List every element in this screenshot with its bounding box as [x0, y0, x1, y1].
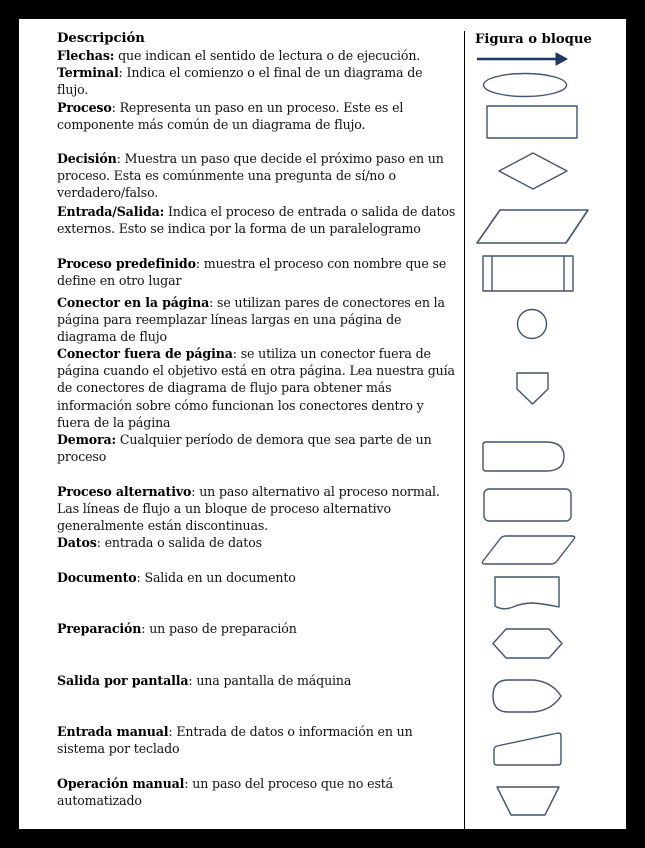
entry-flechas	[57, 47, 457, 64]
entry-preparacion	[57, 620, 457, 637]
entry-proceso	[57, 99, 457, 133]
entry-term: Proceso alternativo	[57, 484, 192, 499]
entry-text: : Representa un paso en un proceso. Este es el componente más común de un diagrama de flujo.	[57, 100, 404, 133]
entry-text: : Salida en un documento	[136, 570, 296, 585]
entry-text: : Entrada de datos o información en un sistema por teclado	[57, 724, 413, 757]
entry-text: Indica el proceso de entrada o salida de datos externos. Esto se indica por la forma de un paralelogramo	[57, 204, 456, 237]
entry-term: Operación manual	[57, 776, 185, 791]
entry-term: Entrada/Salida:	[57, 204, 165, 219]
entry-terminal	[57, 64, 457, 98]
entry-salida-pantalla	[57, 672, 457, 689]
entry-text: : una pantalla de máquina	[188, 673, 352, 688]
document-page	[19, 19, 626, 829]
figure-column-header: Figura o bloque	[475, 32, 592, 47]
entry-term: Conector en la página	[57, 295, 210, 310]
entry-term: Conector fuera de página	[57, 346, 233, 361]
entry-demora	[57, 431, 457, 465]
entry-conector-en-pagina	[57, 294, 457, 346]
entry-text: : se utiliza un conector fuera de página cuando el objetivo está en otra página. Lea nuestra guía de conectores de diagrama de flujo para obtener más información sobre cómo funcionan los conectores dentro y fuera de la página	[57, 346, 455, 430]
entry-datos	[57, 534, 457, 551]
entry-operacion-manual	[57, 775, 457, 809]
entry-decision	[57, 150, 457, 202]
entry-term: Preparación	[57, 621, 142, 636]
entry-term: Decisión	[57, 151, 117, 166]
entry-text: : un paso de preparación	[141, 621, 297, 636]
entry-term: Datos	[57, 535, 97, 550]
entry-text: : Muestra un paso que decide el próximo paso en un proceso. Esta es comúnmente una pregunta de sí/no o verdadero/falso.	[57, 151, 444, 201]
entry-term: Proceso predefinido	[57, 256, 196, 271]
entry-term: Terminal	[57, 65, 119, 80]
entry-entrada-manual	[57, 723, 457, 757]
entry-text: : entrada o salida de datos	[96, 535, 262, 550]
entry-text: : muestra el proceso con nombre que se define en otro lugar	[57, 256, 447, 289]
entry-conector-fuera-pagina	[57, 345, 457, 431]
entry-text: Cualquier período de demora que sea parte de un proceso	[57, 432, 432, 465]
entry-proceso-alternativo	[57, 483, 457, 535]
entry-term: Proceso	[57, 100, 112, 115]
entry-text: : Indica el comienzo o el final de un diagrama de flujo.	[57, 65, 423, 98]
entry-proceso-predefinido	[57, 255, 457, 289]
entry-entrada-salida	[57, 203, 457, 237]
entry-documento	[57, 569, 457, 586]
entry-text: : un paso del proceso que no está automatizado	[57, 776, 394, 809]
description-column-header: Descripción	[57, 31, 145, 46]
entry-term: Documento	[57, 570, 137, 585]
entry-term: Flechas:	[57, 48, 115, 63]
entry-term: Entrada manual	[57, 724, 169, 739]
entry-term: Demora:	[57, 432, 117, 447]
entry-text: : un paso alternativo al proceso normal. Las líneas de flujo a un bloque de proceso alternativo generalmente están discontinuas.	[57, 484, 440, 534]
entry-text: que indican el sentido de lectura o de ejecución.	[114, 48, 421, 63]
entry-term: Salida por pantalla	[57, 673, 189, 688]
column-divider	[464, 31, 465, 829]
entry-text: : se utilizan pares de conectores en la página para reemplazar líneas largas en una página de diagrama de flujo	[57, 295, 445, 345]
